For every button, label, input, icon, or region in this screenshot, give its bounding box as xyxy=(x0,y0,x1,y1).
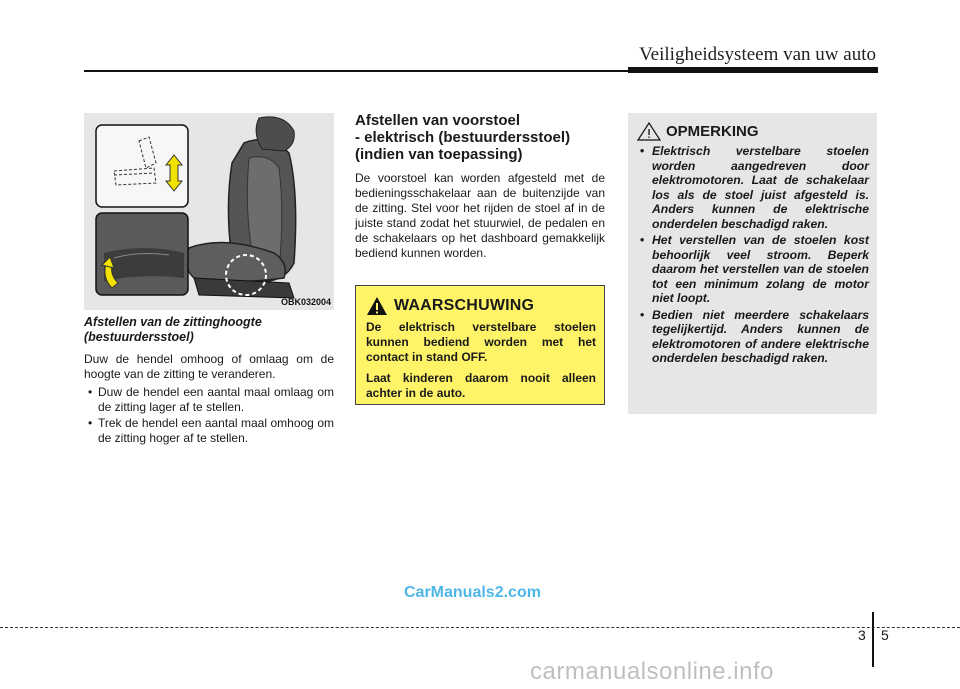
warning-title: WAARSCHUWING xyxy=(394,297,535,314)
note-title: OPMERKING xyxy=(666,122,759,140)
page-number: 5 xyxy=(881,627,889,643)
caution-triangle-icon xyxy=(636,121,662,141)
seat-height-bullets xyxy=(84,385,334,446)
figure-code: OBK032004 xyxy=(280,297,331,307)
header-rule-accent xyxy=(628,67,878,73)
watermark-link[interactable]: CarManuals2.com xyxy=(404,584,541,601)
warning-box xyxy=(355,285,605,405)
warning-header xyxy=(366,296,596,316)
list-item: • Trek de hendel een aantal maal omhoog om de zitting hoger af te stellen. xyxy=(84,416,334,446)
seat-drawing xyxy=(84,113,334,310)
section-body: De voorstoel kan worden afgesteld met de bedieningsschakelaar aan de buitenzijde van de zitting. Stel voor het rijden de stoel af in de juiste stand zodat het stuurwiel, de pedalen en de schakelaars op het dashboard gemakkelijk bediend kunnen worden. xyxy=(355,171,605,260)
seat-height-intro: Duw de hendel omhoog of omlaag om de hoogte van de zitting te veranderen. xyxy=(84,352,334,381)
seat-height-subheading: Afstellen van de zittinghoogte (bestuurdersstoel) xyxy=(84,315,262,344)
list-item: • Het verstellen van de stoelen kost behoorlijk veel stroom. Beperk daarom het verstellen van de stoelen tot een minimum zolang de motor niet loopt. xyxy=(636,233,869,306)
section-heading: Afstellen van voorstoel - elektrisch (bestuurdersstoel) (indien van toepassing) xyxy=(355,112,571,163)
footer-divider xyxy=(872,612,874,667)
footer-rule xyxy=(0,627,960,628)
site-watermark: carmanualsonline.info xyxy=(530,658,774,685)
note-box xyxy=(628,113,877,414)
left-column xyxy=(84,315,334,447)
page-header-title: Veiligheidsysteem van uw auto xyxy=(639,44,876,65)
chapter-number: 3 xyxy=(858,627,866,643)
seat-illustration xyxy=(84,113,334,310)
list-item: • Bedien niet meerdere schakelaars tegelijkertijd. Anders kunnen de elektromotoren of andere elektrische onderdelen beschadigd raken. xyxy=(636,308,869,366)
list-item: • Duw de hendel een aantal maal omlaag om de zitting lager af te stellen. xyxy=(84,385,334,415)
note-list xyxy=(636,144,869,366)
warning-triangle-icon xyxy=(366,296,388,316)
warning-paragraph: De elektrisch verstelbare stoelen kunnen bediend worden met het contact in stand OFF. xyxy=(366,320,596,364)
middle-column xyxy=(355,112,605,264)
list-item: • Elektrisch verstelbare stoelen worden aangedreven door elektromotoren. Laat de schakelaar los als de stoel juist afgesteld is. Anders kunnen de elektrische onderdelen beschadigd raken. xyxy=(636,144,869,231)
warning-paragraph: Laat kinderen daarom nooit alleen achter in de auto. xyxy=(366,371,596,400)
note-header xyxy=(636,121,869,141)
